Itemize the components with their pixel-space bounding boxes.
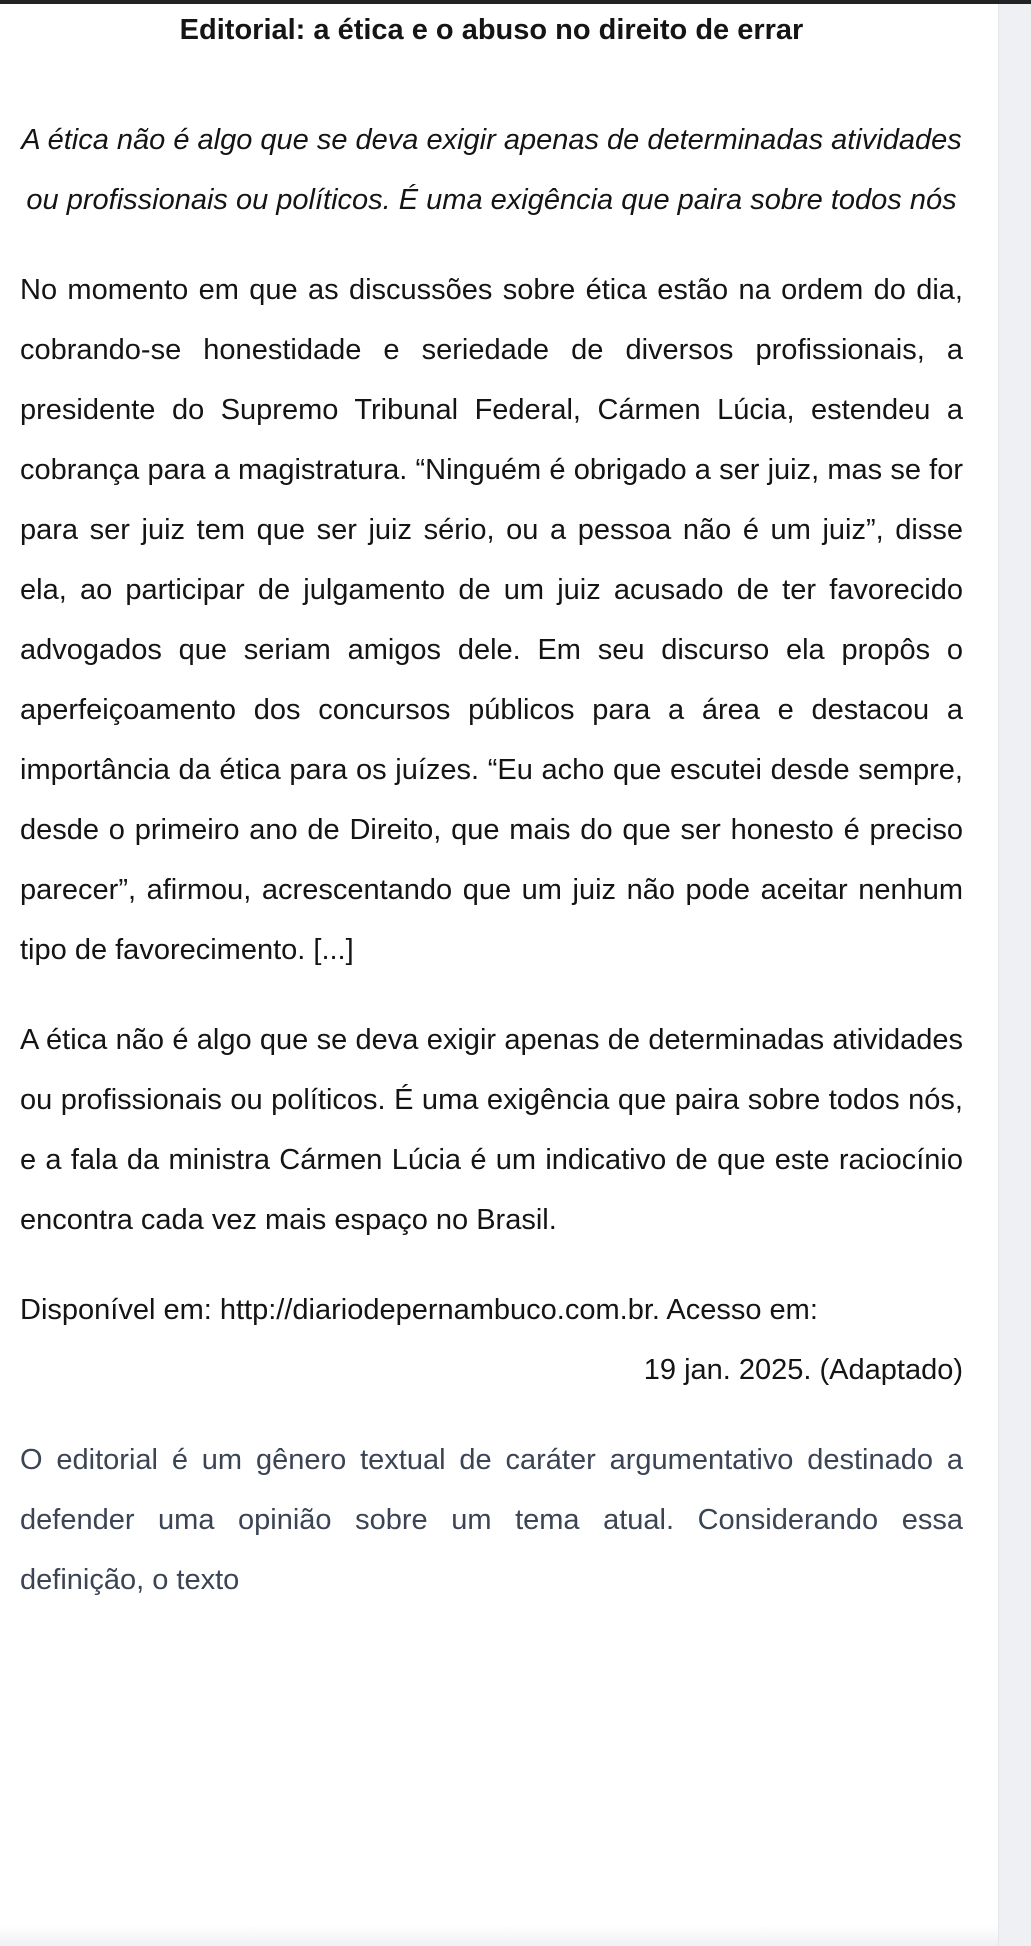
- article-source: [20, 1280, 963, 1400]
- article-paragraph-2: A ética não é algo que se deva exigir apenas de determinadas atividades ou profissionais ou políticos. É uma exigência que paira sobre todos nós, e a fala da ministra Cármen Lúcia é um indicativo de que este raciocínio encontra cada vez mais espaço no Brasil.: [20, 1024, 963, 1236]
- article-paragraph-1: No momento em que as discussões sobre ética estão na ordem do dia, cobrando-se honestidade e seriedade de diversos profissionais, a presidente do Supremo Tribunal Federal, Cármen Lúcia, estendeu a cobrança para a magistratura. “Ninguém é obrigado a ser juiz, mas se for para ser juiz tem que ser juiz sério, ou a pessoa não é um juiz”, disse ela, ao participar de julgamento de um juiz acusado de ter favorecido advogados que seriam amigos dele. Em seu discurso ela propôs o aperfeiçoamento dos concursos públicos para a área e destacou a importância da ética para os juízes. “Eu acho que escutei desde sempre, desde o primeiro ano de Direito, que mais do que ser honesto é preciso parecer”, afirmou, acrescentando que um juiz não pode aceitar nenhum tipo de favorecimento. [...]: [20, 274, 963, 966]
- article-content: [20, 4, 963, 1610]
- source-line-1: Disponível em: http://diariodepernambuco.com.br. Acesso em:: [20, 1294, 818, 1326]
- question-text: O editorial é um gênero textual de caráter argumentativo destinado a defender uma opinião sobre um tema atual. Considerando essa definição, o texto: [20, 1444, 963, 1596]
- bottom-fade: [0, 1925, 998, 1946]
- document-page: [0, 4, 998, 1946]
- source-line-2: 19 jan. 2025. (Adaptado): [643, 1354, 963, 1386]
- article-subtitle: A ética não é algo que se deva exigir apenas de determinadas atividades ou profissionais ou políticos. É uma exigência que paira sobre todos nós: [21, 124, 962, 216]
- article-title: Editorial: a ética e o abuso no direito de errar: [179, 14, 804, 46]
- scrollbar-track[interactable]: [998, 4, 1031, 1946]
